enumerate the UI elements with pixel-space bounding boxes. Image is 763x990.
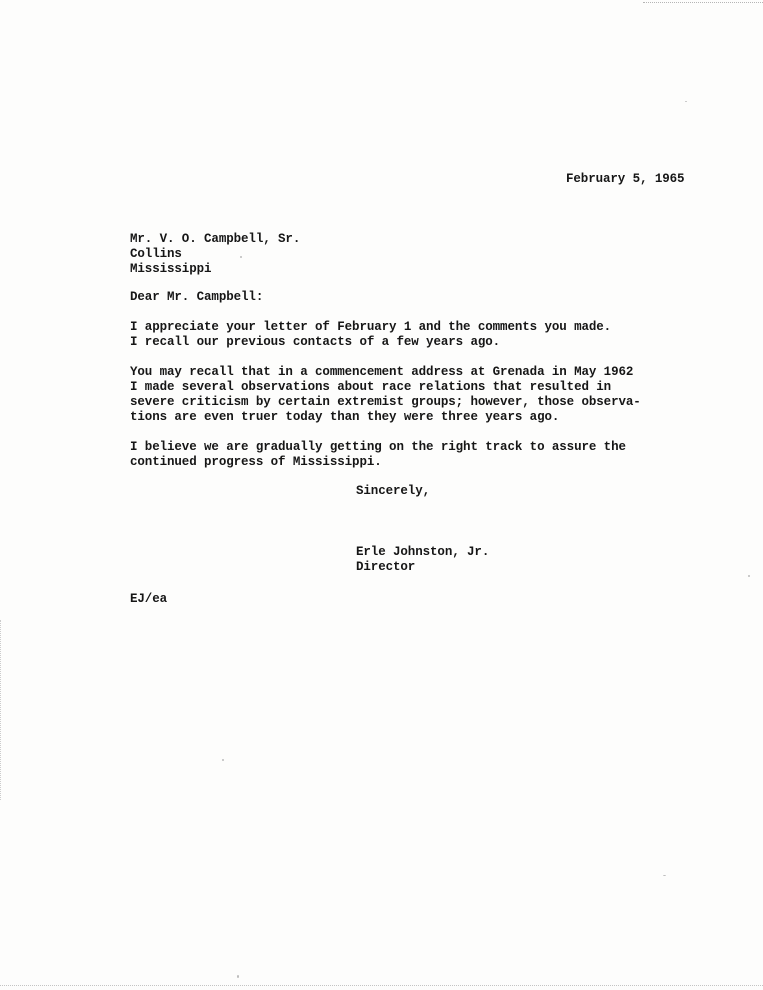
scan-edge-left: [0, 620, 2, 800]
paragraph-1-line: I appreciate your letter of February 1 and the comments you made.: [130, 320, 612, 334]
scan-edge-bottom: [0, 985, 763, 987]
scan-speck: [222, 759, 224, 761]
scan-speck: [237, 975, 239, 978]
signer-name: Erle Johnston, Jr.: [356, 545, 490, 559]
paragraph-2-line: tions are even truer today than they were three years ago.: [130, 410, 560, 424]
paragraph-2-line: I made several observations about race relations that resulted in: [130, 380, 612, 394]
scan-edge-top: [643, 2, 763, 4]
signer-title: Director: [356, 560, 416, 574]
paragraph-2-line: You may recall that in a commencement address at Grenada in May 1962: [130, 365, 634, 379]
paragraph-3-line: I believe we are gradually getting on the right track to assure the: [130, 440, 626, 454]
paragraph-3-line: continued progress of Mississippi.: [130, 455, 382, 469]
paragraph-2-line: severe criticism by certain extremist groups; however, those observa-: [130, 395, 641, 409]
salutation: Dear Mr. Campbell:: [130, 290, 264, 304]
scan-speck: [240, 256, 242, 258]
recipient-name: Mr. V. O. Campbell, Sr.: [130, 232, 301, 246]
recipient-city: Collins: [130, 247, 182, 261]
scan-speck: [748, 575, 750, 577]
letter-date: February 5, 1965: [566, 172, 685, 186]
reference-initials: EJ/ea: [130, 592, 168, 606]
paragraph-1-line: I recall our previous contacts of a few years ago.: [130, 335, 501, 349]
closing: Sincerely,: [356, 484, 431, 498]
scan-speck: [663, 875, 666, 876]
recipient-state: Mississippi: [130, 262, 212, 276]
scan-speck: [685, 101, 687, 102]
